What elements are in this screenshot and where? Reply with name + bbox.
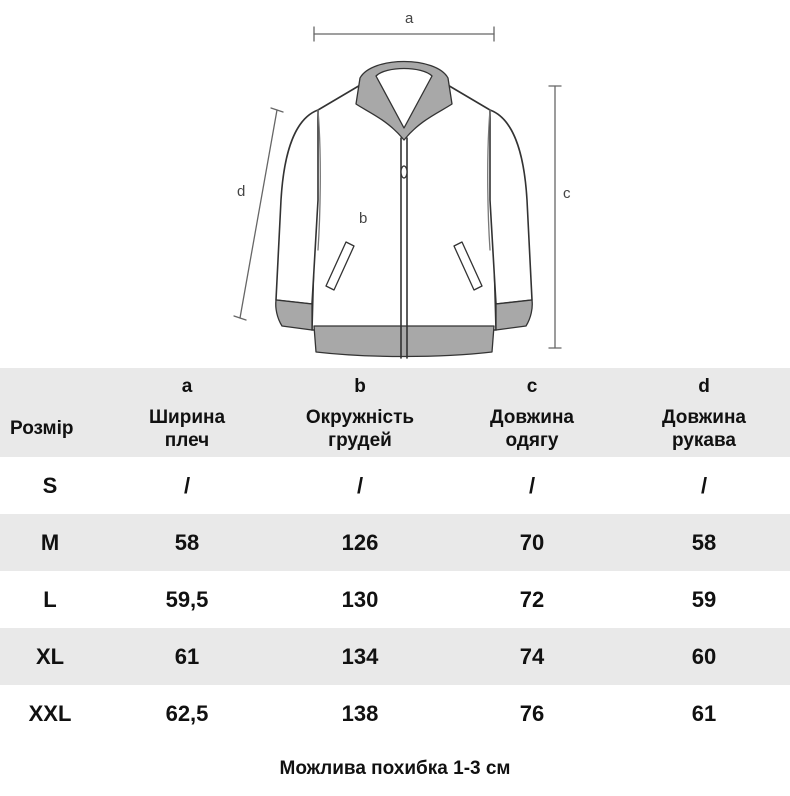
dimension-d-line <box>234 108 283 320</box>
size-cell: M <box>0 514 100 571</box>
value-cell: 130 <box>341 586 379 612</box>
value-cell: 61 <box>100 628 274 685</box>
value-cell: 59 <box>691 586 717 612</box>
header-shoulder-width <box>100 400 274 457</box>
value-cell: 126 <box>274 514 446 571</box>
jacket-drawing <box>0 0 790 366</box>
dimension-a-label: a <box>405 10 414 27</box>
value-cell: 62,5 <box>165 700 209 726</box>
zipper-pull <box>401 166 407 178</box>
left-sleeve <box>276 110 318 304</box>
size-cell: XXL <box>28 700 72 726</box>
letter-cell <box>0 368 100 400</box>
letter-cell: b <box>274 368 446 400</box>
table-row <box>0 571 790 628</box>
size-cell: S <box>42 472 58 498</box>
value-cell: 60 <box>618 628 790 685</box>
header-sleeve <box>618 400 790 457</box>
left-cuff <box>276 300 312 330</box>
letter-cell: c <box>446 368 618 400</box>
value-cell: / <box>183 472 191 498</box>
dimension-b-label: b <box>359 210 368 227</box>
table-row <box>0 685 790 742</box>
header-text: Довжина рукава <box>662 406 746 451</box>
value-cell: 74 <box>446 628 618 685</box>
value-cell: 58 <box>100 514 274 571</box>
header-row <box>0 400 790 457</box>
dimension-a-line <box>314 27 494 41</box>
value-cell: / <box>700 472 708 498</box>
letter-cell: d <box>618 368 790 400</box>
size-chart-table <box>0 368 790 742</box>
header-chest <box>274 400 446 457</box>
value-cell: / <box>528 472 536 498</box>
value-cell: 61 <box>691 700 717 726</box>
dimension-letter-row <box>0 368 790 400</box>
value-cell: 72 <box>519 586 545 612</box>
header-text: Окружність грудей <box>305 406 415 451</box>
right-sleeve <box>490 110 532 304</box>
letter-cell: a <box>100 368 274 400</box>
table-row <box>0 457 790 514</box>
value-cell: 59,5 <box>165 586 209 612</box>
right-cuff <box>496 300 532 330</box>
value-cell: 70 <box>446 514 618 571</box>
table-row <box>0 628 790 685</box>
tolerance-note: Можлива похибка 1-3 см <box>279 758 511 779</box>
dimension-c-line <box>549 86 561 348</box>
value-cell: 76 <box>519 700 545 726</box>
value-cell: / <box>356 472 364 498</box>
size-cell: XL <box>0 628 100 685</box>
header-text: Ширина плеч <box>148 406 226 451</box>
dimension-c-label: c <box>563 185 571 202</box>
dimension-d-label: d <box>237 183 246 200</box>
size-cell: L <box>43 586 57 612</box>
value-cell: 138 <box>341 700 379 726</box>
table-row <box>0 514 790 571</box>
value-cell: 58 <box>618 514 790 571</box>
header-length <box>446 400 618 457</box>
value-cell: 134 <box>274 628 446 685</box>
jacket-hem <box>314 326 494 357</box>
jacket-measurement-diagram <box>0 0 790 366</box>
header-text: Довжина одягу <box>490 406 574 451</box>
header-size: Розмір <box>0 400 100 457</box>
